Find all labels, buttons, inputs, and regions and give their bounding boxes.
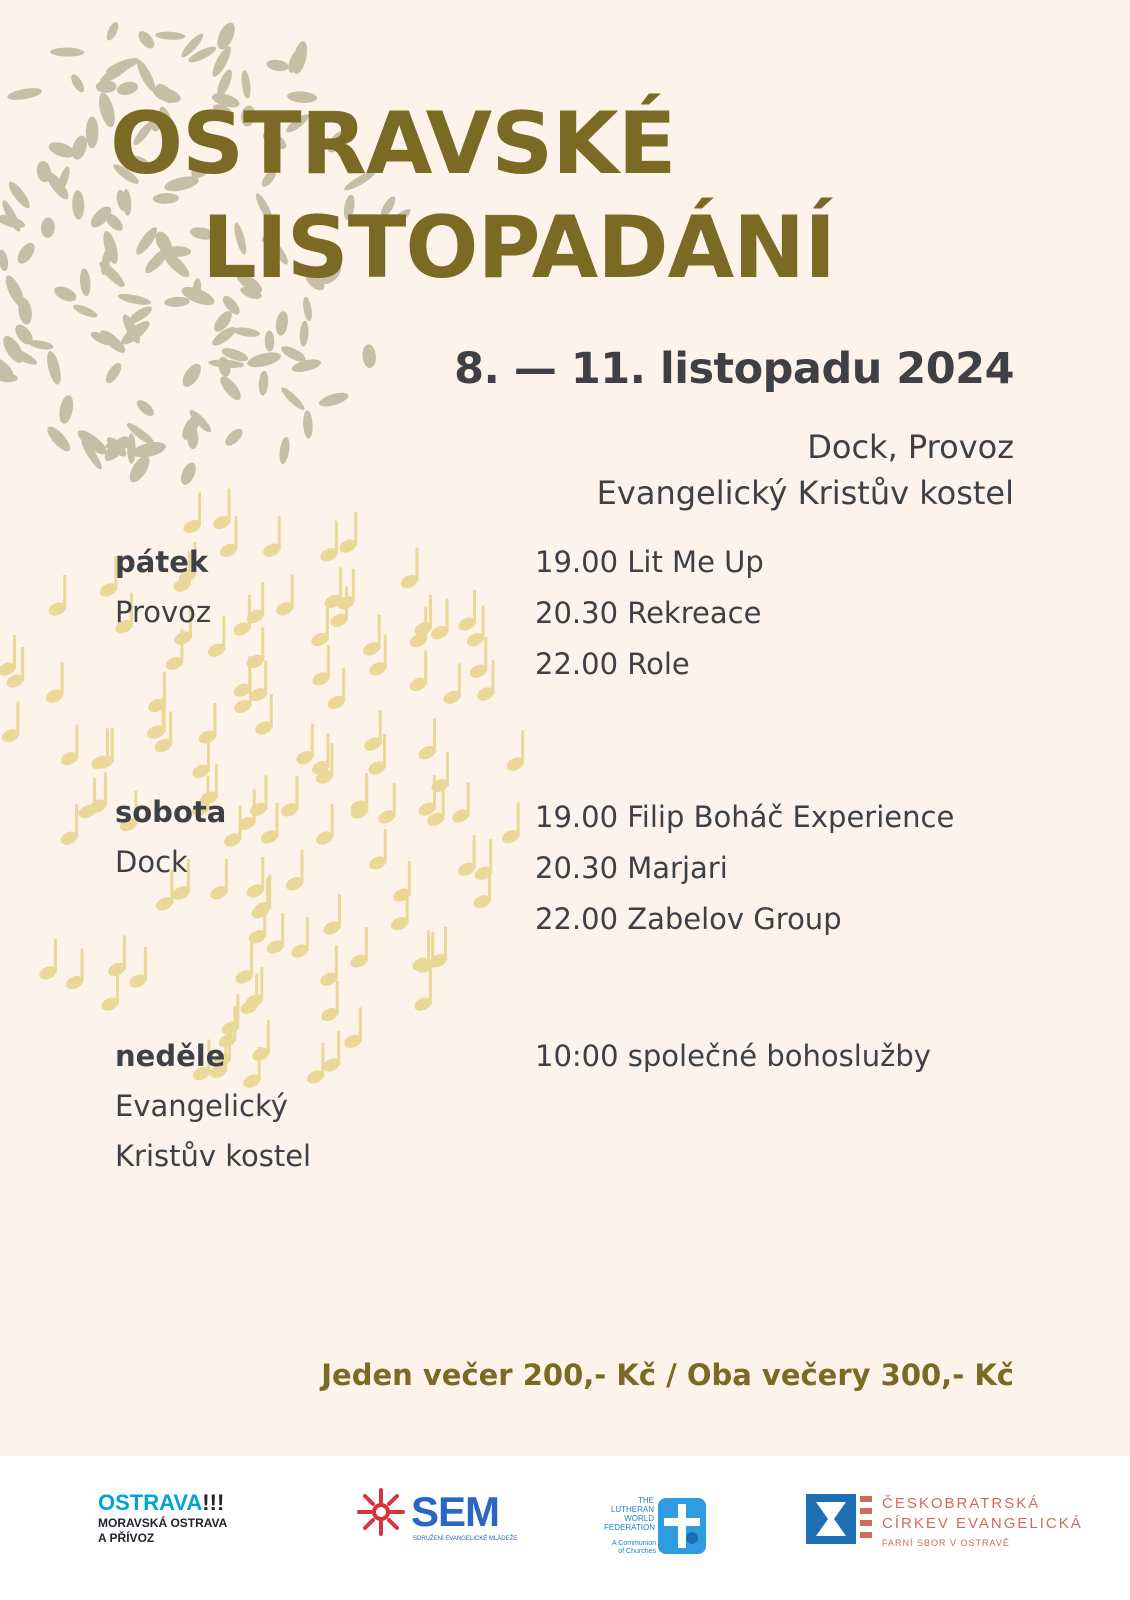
note-shape xyxy=(309,606,330,649)
ostrava-subtitle: MORAVSKÁ OSTRAVA xyxy=(98,1516,228,1530)
note-shape xyxy=(279,776,300,819)
sem-wordmark: SEM xyxy=(411,1488,500,1535)
ticket-price: Jeden večer 200,- Kč / Oba večery 300,- Kč xyxy=(321,1358,1014,1392)
lwf-name xyxy=(604,1496,654,1532)
note-shape xyxy=(233,943,254,986)
note-shape xyxy=(245,627,266,670)
leaf-shape xyxy=(57,394,75,425)
note-shape xyxy=(47,575,68,618)
event-item: 22.00 Role xyxy=(535,647,690,681)
note-shape xyxy=(181,493,202,536)
leaf-shape xyxy=(302,296,314,322)
cce-subtitle: FARNÍ SBOR V OSTRAVĚ xyxy=(882,1538,1010,1548)
note-shape xyxy=(245,857,266,900)
leaf-shape xyxy=(44,350,63,386)
day-place: Kristův kostel xyxy=(115,1139,312,1173)
leaf-shape xyxy=(50,47,84,57)
leaf-shape xyxy=(72,190,85,220)
leaf-shape xyxy=(127,433,135,464)
leaf-shape xyxy=(79,268,92,297)
note-shape xyxy=(294,724,315,767)
leaf-shape xyxy=(222,426,245,449)
event-item: 20.30 Rekreace xyxy=(535,596,762,630)
cce-logo xyxy=(806,1494,1083,1548)
note-shape xyxy=(412,595,433,638)
leaf-shape xyxy=(6,86,42,102)
note-shape xyxy=(348,927,369,970)
events-friday xyxy=(535,537,764,690)
note-shape xyxy=(456,590,477,633)
leaf-shape xyxy=(265,331,275,352)
note-shape xyxy=(87,772,108,815)
leaf-shape xyxy=(155,31,186,41)
note-shape xyxy=(59,725,80,768)
event-item: 19.00 Filip Boháč Experience xyxy=(535,800,955,834)
note-shape xyxy=(211,489,232,532)
note-shape xyxy=(248,775,269,818)
lwf-name-line: FEDERATION xyxy=(604,1523,655,1532)
leaf-shape xyxy=(279,385,307,413)
leaf-shape xyxy=(40,217,55,238)
note-shape xyxy=(319,981,340,1024)
day-name: sobota xyxy=(115,795,227,829)
note-shape xyxy=(429,752,450,795)
lwf-logo xyxy=(604,1496,714,1566)
lwf-name-line: LUTHERAN xyxy=(610,1505,654,1514)
note-shape xyxy=(416,775,437,818)
note-shape xyxy=(416,719,437,762)
event-item: 22.00 Zabelov Group xyxy=(535,902,842,936)
venue-line: Evangelický Kristův kostel xyxy=(596,474,1014,512)
note-shape xyxy=(342,1007,363,1050)
leaf-shape xyxy=(274,310,289,336)
note-shape xyxy=(245,582,266,625)
day-place: Provoz xyxy=(115,595,212,629)
leaf-shape xyxy=(258,370,269,396)
leaf-shape xyxy=(44,423,74,454)
note-shape xyxy=(289,917,310,960)
lwf-cross-icon xyxy=(658,1498,706,1554)
note-shape xyxy=(0,702,21,745)
note-shape xyxy=(412,970,433,1013)
leaf-shape xyxy=(72,302,99,320)
leaf-shape xyxy=(103,360,124,385)
event-item: 10:00 společné bohoslužby xyxy=(535,1039,931,1073)
note-shape xyxy=(265,913,286,956)
cce-name xyxy=(882,1494,1083,1534)
note-shape xyxy=(58,804,79,847)
leaf-shape xyxy=(104,55,140,77)
note-shape xyxy=(500,803,521,846)
page-title xyxy=(110,92,835,300)
note-shape xyxy=(399,548,420,591)
note-shape xyxy=(408,650,429,693)
ostrava-exclaim: !!! xyxy=(202,1490,225,1515)
leaf-shape xyxy=(134,397,157,418)
event-item: 19.00 Lit Me Up xyxy=(535,545,764,579)
venue-line: Dock, Provoz xyxy=(807,428,1014,466)
note-shape xyxy=(367,829,388,872)
leaf-shape xyxy=(136,28,158,51)
note-shape xyxy=(456,835,477,878)
event-item: 20.30 Marjari xyxy=(535,851,728,885)
leaf-shape xyxy=(47,139,77,160)
note-shape xyxy=(274,575,295,618)
ostrava-logo xyxy=(98,1490,227,1546)
note-shape xyxy=(314,804,335,847)
lwf-sub-line: of Churches xyxy=(618,1548,656,1555)
leaf-shape xyxy=(14,240,38,267)
note-shape xyxy=(427,927,448,970)
note-shape xyxy=(261,516,282,559)
leaf-shape xyxy=(302,410,313,439)
sem-subtitle: SDRUŽENÍ EVANGELICKÉ MLÁDEŽE xyxy=(413,1536,518,1542)
note-shape xyxy=(376,783,397,826)
note-shape xyxy=(338,512,359,555)
leaf-shape xyxy=(217,373,244,403)
note-shape xyxy=(362,710,383,753)
leaf-shape xyxy=(2,273,28,309)
note-shape xyxy=(450,782,471,825)
leaf-shape xyxy=(278,436,291,464)
note-shape xyxy=(441,663,462,706)
leaf-shape xyxy=(299,320,309,347)
leaf-shape xyxy=(178,460,199,487)
leaf-shape xyxy=(232,326,260,339)
leaf-shape xyxy=(52,283,79,304)
note-shape xyxy=(0,635,18,678)
note-shape xyxy=(318,521,339,564)
lwf-name-line: WORLD xyxy=(624,1514,654,1523)
ostrava-subtitle: A PŘÍVOZ xyxy=(98,1531,155,1545)
note-shape xyxy=(321,894,342,937)
note-shape xyxy=(361,615,382,658)
lwf-name-line: THE xyxy=(638,1496,654,1505)
day-place: Dock xyxy=(115,845,188,879)
leaf-shape xyxy=(214,20,239,52)
leaf-shape xyxy=(246,349,283,370)
venue-list xyxy=(597,424,1014,516)
leaf-shape xyxy=(317,390,349,409)
event-dates: 8. — 11. listopadu 2024 xyxy=(454,344,1014,394)
day-sunday xyxy=(115,1031,311,1181)
leaf-shape xyxy=(69,72,87,94)
note-shape xyxy=(310,645,331,688)
note-shape xyxy=(44,662,65,705)
day-name: pátek xyxy=(115,545,209,579)
note-shape xyxy=(429,599,450,642)
day-friday xyxy=(115,537,211,637)
lwf-subtitle xyxy=(612,1540,656,1556)
sem-star-icon xyxy=(355,1486,407,1538)
day-saturday xyxy=(115,787,226,887)
lwf-sub-line: A Communion xyxy=(612,1540,656,1547)
ostrava-wordmark: OSTRAVA xyxy=(98,1490,203,1515)
note-shape xyxy=(127,947,148,990)
leaf-shape xyxy=(266,58,290,72)
cce-name-line: CÍRKEV EVANGELICKÁ xyxy=(882,1515,1083,1532)
sponsor-footer xyxy=(0,1456,1130,1600)
leaf-shape xyxy=(0,249,10,272)
note-shape xyxy=(37,939,58,982)
note-shape xyxy=(99,970,120,1013)
leaf-shape xyxy=(104,20,120,42)
events-saturday xyxy=(535,792,954,945)
title-line-2: LISTOPADÁNÍ xyxy=(202,198,836,298)
leaf-shape xyxy=(127,303,155,326)
note-shape xyxy=(284,850,305,893)
note-shape xyxy=(505,730,526,773)
note-shape xyxy=(76,778,97,821)
leaf-shape xyxy=(4,344,39,367)
day-place: Evangelický xyxy=(115,1089,288,1123)
leaf-shape xyxy=(86,116,99,148)
day-name: neděle xyxy=(115,1039,226,1073)
cce-name-line: ČESKOBRATRSKÁ xyxy=(882,1495,1041,1512)
title-line-1: OSTRAVSKÉ xyxy=(110,94,676,194)
note-shape xyxy=(415,932,436,975)
note-shape xyxy=(391,861,412,904)
sem-logo xyxy=(355,1486,518,1542)
chalice-icon xyxy=(806,1494,872,1544)
events-sunday xyxy=(535,1031,931,1082)
leaf-shape xyxy=(361,344,376,369)
leaf-shape xyxy=(179,361,205,390)
note-shape xyxy=(64,949,85,992)
note-shape xyxy=(190,737,211,780)
